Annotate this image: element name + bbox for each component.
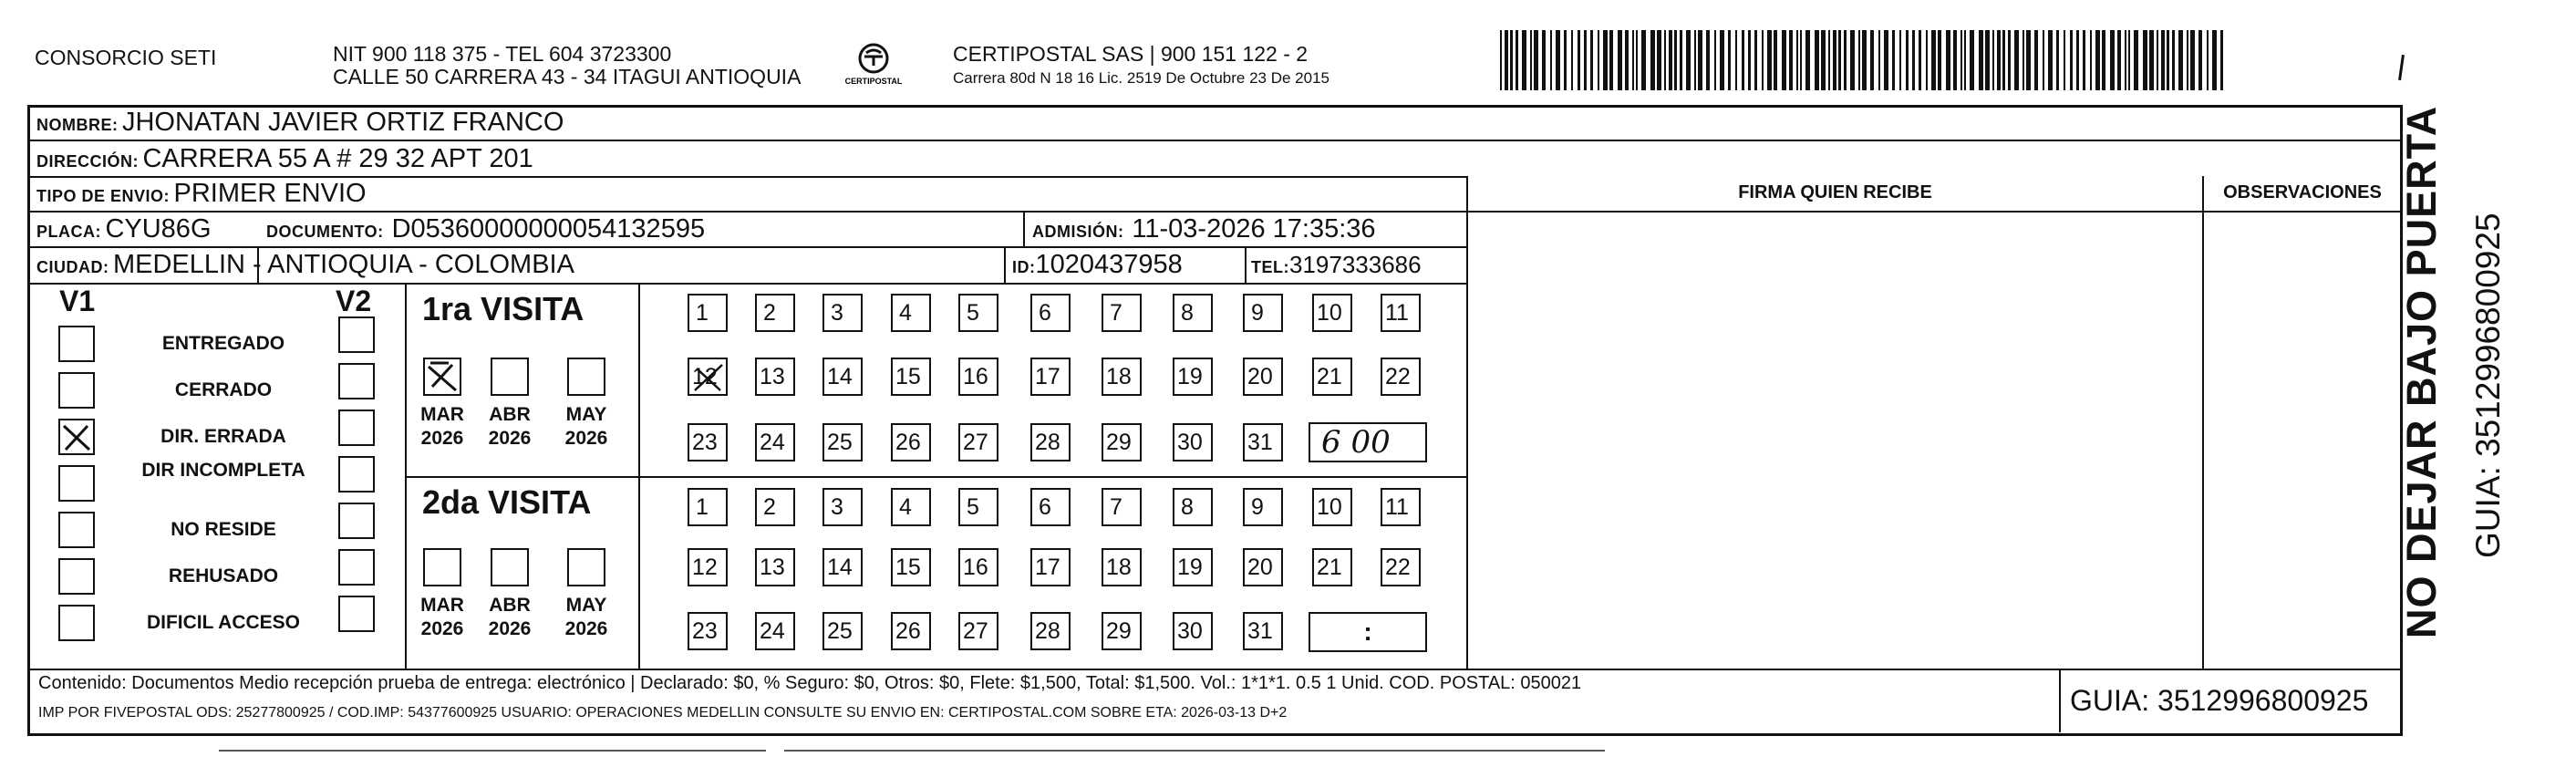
second-visit-title: 2da VISITA [422,483,592,521]
second-day-box[interactable]: 17 [1030,548,1071,586]
tel-cell: TEL:3197333686 [1251,251,1422,278]
license-line: Carrera 80d N 18 16 Lic. 2519 De Octubre 23 De 2015 [953,69,1329,87]
first-day-box[interactable]: 4 [891,294,931,332]
ciudad-cell: CIUDAD: MEDELLIN - ANTIOQUIA - COLOMBIA [36,250,574,279]
second-month-checkbox[interactable] [491,548,529,586]
nit-line: NIT 900 118 375 - TEL 604 3723300 [333,42,672,66]
second-day-box[interactable]: 14 [822,548,863,586]
first-day-box[interactable]: 31 [1243,423,1283,461]
recipient-address: CARRERA 55 A # 29 32 APT 201 [142,144,533,173]
first-day-box[interactable]: 15 [891,358,931,396]
v1-checkbox[interactable] [58,605,95,641]
observaciones-header: OBSERVACIONES [2223,182,2382,202]
second-day-box[interactable]: 13 [755,548,795,586]
second-day-box[interactable]: 15 [891,548,931,586]
first-day-box[interactable]: 2 [755,294,795,332]
second-day-box[interactable]: 9 [1243,488,1283,526]
signature-area[interactable] [1468,213,2202,669]
v1-checkbox[interactable] [58,558,95,595]
second-month-checkbox[interactable] [423,548,461,586]
first-day-box[interactable]: 28 [1030,423,1071,461]
second-day-box[interactable]: 20 [1243,548,1283,586]
first-month-checkbox[interactable] [423,358,461,396]
v2-checkbox[interactable] [338,549,375,586]
documento-cell: DOCUMENTO: D05360000000054132595 [266,214,706,244]
second-month-label: MAR [420,595,464,616]
svg-text:CERTIPOSTAL: CERTIPOSTAL [844,77,903,86]
status-option-label: NO RESIDE [171,519,276,540]
direccion-row: DIRECCIÓN: CARRERA 55 A # 29 32 APT 201 [36,144,533,173]
second-year-label: 2026 [488,618,532,639]
first-month-label: MAY [565,404,607,425]
second-month-label: MAY [565,595,607,616]
barcode [1500,30,2229,90]
first-month-checkbox[interactable] [491,358,529,396]
certipostal-logo [841,38,906,93]
second-day-box[interactable]: 24 [755,612,795,650]
tipo-row: TIPO DE ENVIO: PRIMER ENVIO [36,179,367,208]
first-day-box[interactable]: 25 [822,423,863,461]
first-day-box[interactable]: 26 [891,423,931,461]
v2-checkbox[interactable] [338,456,375,493]
first-day-box[interactable]: 20 [1243,358,1283,396]
first-day-box[interactable]: 29 [1102,423,1142,461]
status-option-label: REHUSADO [168,565,279,586]
bottom-line [784,750,1605,752]
second-day-box[interactable]: 1 [688,488,728,526]
first-day-box[interactable]: 10 [1312,294,1352,332]
first-day-box[interactable]: 18 [1102,358,1142,396]
second-day-box[interactable]: 27 [958,612,998,650]
first-month-checkbox[interactable] [567,358,605,396]
first-day-box[interactable]: 9 [1243,294,1283,332]
second-day-box[interactable]: 31 [1243,612,1283,650]
no-dejar-notice: NO DEJAR BAJO PUERTA [2398,105,2445,638]
shipping-type: PRIMER ENVIO [173,179,367,208]
v1-checkbox[interactable] [58,326,95,362]
first-day-box[interactable]: 12 [688,358,728,396]
second-month-checkbox[interactable] [567,548,605,586]
second-day-box[interactable]: 23 [688,612,728,650]
first-day-box[interactable]: 16 [958,358,998,396]
bottom-line [219,750,766,752]
company-name: CONSORCIO SETI [35,46,217,69]
v2-header: V2 [336,285,372,317]
first-day-box[interactable]: 13 [755,358,795,396]
second-day-box[interactable]: 4 [891,488,931,526]
second-day-box[interactable]: 21 [1312,548,1352,586]
first-day-box[interactable]: 11 [1381,294,1421,332]
side-guia: GUIA: 3512996800925 [2469,213,2507,558]
v2-checkbox[interactable] [338,596,375,632]
first-day-box[interactable]: 1 [688,294,728,332]
v1-checkbox[interactable] [58,372,95,409]
first-day-box[interactable]: 5 [958,294,998,332]
first-day-box[interactable]: 30 [1173,423,1213,461]
admision-cell: ADMISIÓN: 11-03-2026 17:35:36 [1032,214,1376,244]
carrier-line: CERTIPOSTAL SAS | 900 151 122 - 2 [953,42,1309,66]
first-day-box[interactable]: 14 [822,358,863,396]
status-option-label: DIR INCOMPLETA [141,460,305,481]
first-day-box[interactable]: 21 [1312,358,1352,396]
first-month-label: ABR [489,404,531,425]
second-day-box[interactable]: 25 [822,612,863,650]
second-day-box[interactable]: 28 [1030,612,1071,650]
first-visit-title: 1ra VISITA [422,290,585,327]
second-day-box[interactable]: 5 [958,488,998,526]
v2-checkbox[interactable] [338,316,375,353]
second-day-box[interactable]: 3 [822,488,863,526]
status-option-label: CERRADO [174,379,273,400]
v1-checkbox[interactable] [58,419,95,455]
address-line: CALLE 50 CARRERA 43 - 34 ITAGUI ANTIOQUIA [333,65,802,88]
second-day-box[interactable]: 26 [891,612,931,650]
second-day-box[interactable]: 12 [688,548,728,586]
first-day-box[interactable]: 7 [1102,294,1142,332]
first-day-box[interactable]: 19 [1173,358,1213,396]
first-year-label: 2026 [420,428,464,449]
placa-cell: PLACA: CYU86G [36,214,212,244]
guia-box: GUIA: 3512996800925 [2070,684,2369,717]
tick-mark [2398,55,2405,80]
first-day-box[interactable]: 17 [1030,358,1071,396]
second-visit-time-box[interactable]: : [1309,612,1427,652]
first-month-label: MAR [420,404,464,425]
first-visit-time: 6 00 [1321,424,1391,461]
second-month-label: ABR [489,595,531,616]
status-option-label: DIFICIL ACCESO [146,612,300,633]
first-day-box[interactable]: 6 [1030,294,1071,332]
second-day-box[interactable]: 6 [1030,488,1071,526]
v1-header: V1 [59,285,96,317]
status-option-label: ENTREGADO [161,333,285,354]
first-day-box[interactable]: 27 [958,423,998,461]
v1-checkbox[interactable] [58,512,95,548]
firma-header: FIRMA QUIEN RECIBE [1738,182,1932,202]
second-day-box[interactable]: 30 [1173,612,1213,650]
second-day-box[interactable]: 19 [1173,548,1213,586]
status-option-label: DIR. ERRADA [160,426,286,447]
second-day-box[interactable]: 11 [1381,488,1421,526]
first-visit-time-box[interactable] [1309,422,1427,462]
second-day-box[interactable]: 22 [1381,548,1421,586]
id-cell: ID:1020437958 [1012,250,1183,279]
v1-checkbox[interactable] [58,465,95,502]
first-day-box[interactable]: 3 [822,294,863,332]
v2-checkbox[interactable] [338,503,375,539]
v2-checkbox[interactable] [338,410,375,446]
v2-checkbox[interactable] [338,363,375,399]
footer-print-line: IMP POR FIVEPOSTAL ODS: 25277800925 / COD.IMP: 54377600925 USUARIO: OPERACIONES MEDELLIN CONSULTE SU ENVIO EN: CERTIPOSTAL.COM SOBRE ETA: 2026-03-13 D+2 [38,705,1288,721]
second-day-box[interactable]: 18 [1102,548,1142,586]
first-day-box[interactable]: 24 [755,423,795,461]
first-day-box[interactable]: 23 [688,423,728,461]
first-year-label: 2026 [564,428,608,449]
nombre-row: NOMBRE: JHONATAN JAVIER ORTIZ FRANCO [36,108,564,137]
first-day-box[interactable]: 8 [1173,294,1213,332]
second-day-box[interactable]: 8 [1173,488,1213,526]
observations-area[interactable] [2204,213,2401,669]
footer-content-line: Contenido: Documentos Medio recepción prueba de entrega: electrónico | Declarado: $0, % Seguro: $0, Otros: $0, Flete: $1,500, Total: $1,500. Vol.: 1*1*1. 0.5 1 Unid. COD. POSTAL: 050021 [38,673,1582,693]
second-day-box[interactable]: 7 [1102,488,1142,526]
second-year-label: 2026 [564,618,608,639]
second-day-box[interactable]: 2 [755,488,795,526]
second-year-label: 2026 [420,618,464,639]
first-year-label: 2026 [488,428,532,449]
second-day-box[interactable]: 29 [1102,612,1142,650]
second-day-box[interactable]: 10 [1312,488,1352,526]
first-day-box[interactable]: 22 [1381,358,1421,396]
recipient-name: JHONATAN JAVIER ORTIZ FRANCO [121,108,564,137]
second-day-box[interactable]: 16 [958,548,998,586]
